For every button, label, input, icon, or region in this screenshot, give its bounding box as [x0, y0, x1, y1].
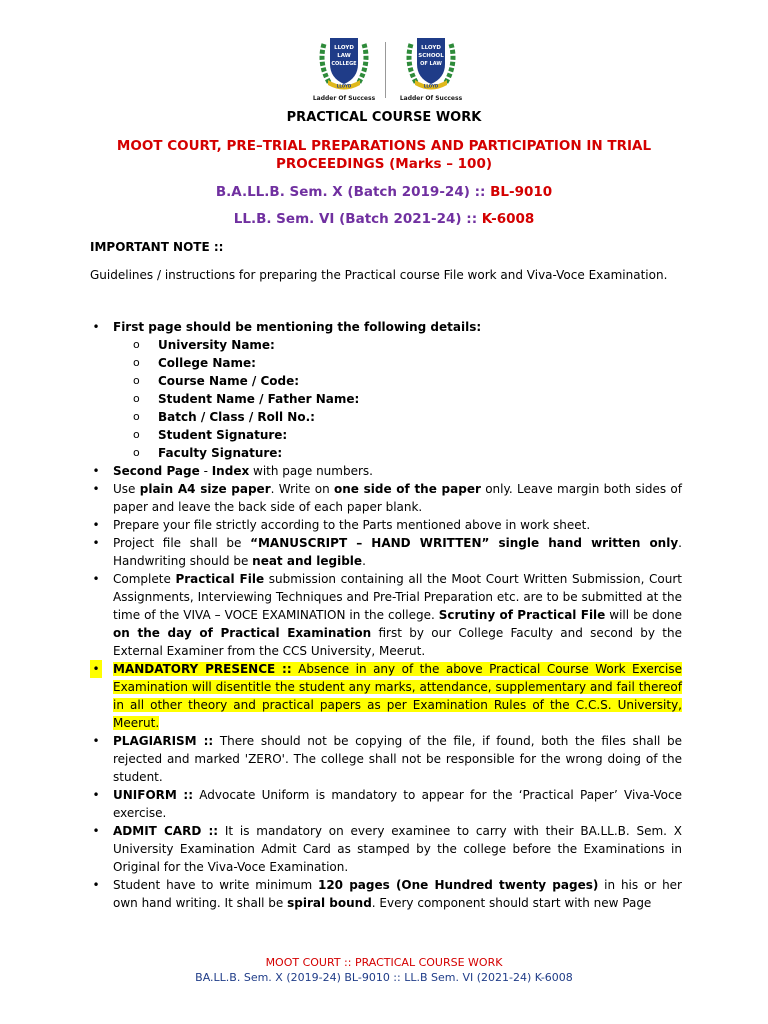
svg-text:LLOYD: LLOYD — [421, 45, 441, 51]
list-item-admit-card: • ADMIT CARD :: It is mandatory on every examinee to carry with their BA.LL.B. Sem. X University Examination Admit Card as stamped by the college before the Examinations in Original for the Viva-Voce Examination. — [90, 822, 682, 876]
list-item-pages: • Student have to write minimum 120 pages (One Hundred twenty pages) in his or her own hand writing. It shall be spiral bound. Every component should start with new Page — [90, 876, 682, 912]
detail-item: o College Name: — [133, 356, 256, 370]
svg-text:LLOYD: LLOYD — [336, 83, 352, 89]
bullet-icon: • — [92, 464, 100, 478]
list-item-prepare: • Prepare your file strictly according to the Parts mentioned above in work sheet. — [90, 516, 682, 534]
circle-bullet-icon: o — [133, 446, 140, 459]
guidelines-list — [90, 318, 682, 912]
bullet-icon: • — [92, 518, 100, 532]
detail-item: o Student Signature: — [133, 428, 288, 442]
logo-caption-right: Ladder Of Success — [399, 95, 463, 102]
circle-bullet-icon: o — [133, 356, 140, 369]
first-page-lead: First page should be mentioning the following details: — [113, 320, 482, 334]
batch-line-ballb — [0, 184, 768, 200]
bullet-icon: • — [92, 482, 100, 496]
bullet-icon: • — [92, 734, 100, 748]
bullet-icon: • — [92, 320, 100, 334]
batch-ballb-code: BL-9010 — [490, 184, 553, 200]
footer-line-1: MOOT COURT :: PRACTICAL COURSE WORK — [265, 956, 503, 969]
page-title: PRACTICAL COURSE WORK — [286, 110, 482, 125]
school-crest-icon — [403, 34, 459, 96]
bullet-icon: • — [92, 788, 100, 802]
circle-bullet-icon: o — [133, 392, 140, 405]
list-item-first-page — [90, 318, 682, 462]
batch-ballb-text: B.A.LL.B. Sem. X (Batch 2019-24) :: — [215, 184, 491, 200]
logo-bar — [0, 34, 768, 106]
first-page-details — [113, 336, 682, 462]
detail-item: o Course Name / Code: — [133, 374, 300, 388]
svg-text:LLOYD: LLOYD — [334, 45, 354, 51]
detail-item: o University Name: — [133, 338, 275, 352]
list-item-complete: • Complete Practical File submission containing all the Moot Court Written Submission, Court Assignments, Interviewing Techniques and Pre-Trial Preparation etc. are to be submitted at the time of the VIVA – VOCE EXAMINATION in the college. Scrutiny of Practical File will be done on the day of Practical Examination first by our College Faculty and second by the External Examiner from the CCS University, Meerut. — [90, 570, 682, 660]
circle-bullet-icon: o — [133, 338, 140, 351]
circle-bullet-icon: o — [133, 410, 140, 423]
list-item-uniform: • UNIFORM :: Advocate Uniform is mandatory to appear for the ‘Practical Paper’ Viva-Voce exercise. — [90, 786, 682, 822]
svg-text:SCHOOL: SCHOOL — [418, 53, 444, 59]
lloyd-school-of-law-logo — [396, 34, 466, 106]
guidelines-intro: Guidelines / instructions for preparing the Practical course File work and Viva-Voce Examination. — [90, 268, 668, 282]
batch-llb-text: LL.B. Sem. VI (Batch 2021-24) :: — [233, 211, 482, 227]
list-item-plagiarism: • PLAGIARISM :: There should not be copying of the file, if found, both the files shall be rejected and marked 'ZERO'. The college shall not be responsible for the wrong doing of the student. — [90, 732, 682, 786]
logo-caption-left: Ladder Of Success — [312, 95, 376, 102]
list-item-paper: • Use plain A4 size paper. Write on one side of the paper only. Leave margin both sides of paper and leave the back side of each paper blank. — [90, 480, 682, 516]
batch-line-llb — [0, 211, 768, 227]
svg-text:OF LAW: OF LAW — [420, 61, 442, 67]
bullet-icon: • — [92, 572, 100, 586]
lloyd-law-college-logo — [309, 34, 379, 106]
bullet-icon: • — [92, 536, 100, 550]
circle-bullet-icon: o — [133, 374, 140, 387]
bullet-icon: • — [92, 878, 100, 892]
circle-bullet-icon: o — [133, 428, 140, 441]
footer-line-2: BA.LL.B. Sem. X (2019-24) BL-9010 :: LL.B Sem. VI (2021-24) K-6008 — [195, 971, 573, 984]
svg-text:LLOYD: LLOYD — [423, 83, 439, 89]
batch-llb-code: K-6008 — [481, 211, 535, 227]
svg-text:COLLEGE: COLLEGE — [331, 61, 357, 67]
detail-item: o Faculty Signature: — [133, 446, 283, 460]
list-item-project: • Project file shall be “MANUSCRIPT – HAND WRITTEN” single hand written only. Handwriting should be neat and legible. — [90, 534, 682, 570]
detail-item: o Batch / Class / Roll No.: — [133, 410, 315, 424]
logo-divider — [385, 42, 386, 98]
bullet-icon: • — [90, 660, 102, 678]
bullet-icon: • — [92, 824, 100, 838]
important-note-heading: IMPORTANT NOTE :: — [90, 240, 224, 254]
college-crest-icon — [316, 34, 372, 96]
svg-text:LAW: LAW — [337, 53, 351, 59]
list-item-second-page: • Second Page - Index with page numbers. — [90, 462, 682, 480]
list-item-mandatory-presence: • MANDATORY PRESENCE :: Absence in any of the above Practical Course Work Exercise Examination will disentitle the student any marks, attendance, supplementary and fail thereof in all other theory and practical papers as per Examination Rules of the C.C.S. University, Meerut. — [90, 660, 682, 732]
page-subtitle: MOOT COURT, PRE–TRIAL PREPARATIONS AND PARTICIPATION IN TRIAL PROCEEDINGS (Marks – 100) — [116, 138, 652, 172]
detail-item: o Student Name / Father Name: — [133, 392, 360, 406]
page-footer — [0, 955, 768, 985]
